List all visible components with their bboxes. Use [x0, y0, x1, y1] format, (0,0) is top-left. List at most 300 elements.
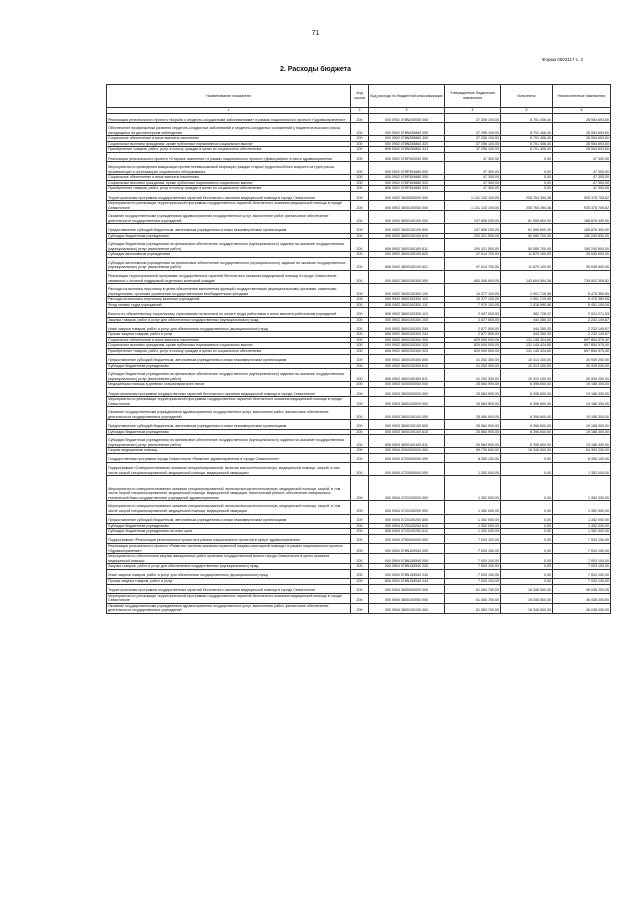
- row-executed: 0,00: [501, 554, 553, 564]
- row-executed: 0,00: [501, 534, 553, 543]
- row-executed: 10 313 100,00: [501, 354, 553, 363]
- row-unexecuted: 54 393 300,00: [553, 448, 611, 454]
- row-classification-code: 000 0902 3600100300 610: [369, 363, 445, 369]
- row-classification-code: 000 0902 078P354680 000: [369, 162, 445, 175]
- row-name: Реализация территориальной программы государственных гарантий бесплатного оказания медицинской помощи в городе Севастополе, связанных с оплатой поддержкой отдельных категорий граждан: [107, 271, 351, 284]
- row-unexecuted: 1 352 000,00: [553, 529, 611, 535]
- row-approved: 2 677 500,00: [445, 317, 501, 323]
- row-unexecuted: 8 475 380,55: [553, 284, 611, 297]
- row-approved: 41 252 300,00: [445, 354, 501, 363]
- row-line-code: 200: [351, 435, 369, 448]
- column-number: 2: [351, 108, 369, 114]
- row-name: Мероприятия по реализации территориальной программы государственных гарантий бесплатного оказания медицинской помощи в городе Севастополе: [107, 201, 351, 211]
- row-unexecuted: 28 554 693,60: [553, 141, 611, 147]
- form-code: Форма 0503117 с. 2: [542, 57, 583, 62]
- row-approved: 47 300,00: [445, 162, 501, 175]
- row-approved: 61 384 700,00: [445, 603, 501, 613]
- row-classification-code: 806 0902 3600100300 323: [369, 349, 445, 355]
- row-classification-code: 000 0904 078N155540 240: [369, 569, 445, 578]
- row-approved: 7 003 100,00: [445, 579, 501, 585]
- row-executed: 0,00: [501, 564, 553, 570]
- row-executed: 61 959 800,00: [501, 224, 553, 233]
- row-approved: 37 256 100,00: [445, 114, 501, 123]
- row-name: Иные закупки товаров, работ и услуг для обеспечения государственных (муниципальных) нужд: [107, 323, 351, 332]
- table-row: [107, 239, 611, 252]
- header-name: Наименование показателя: [107, 85, 351, 108]
- table-row: [107, 435, 611, 448]
- row-name: Территориальная программа государственных гарантий бесплатного оказания медицинской помощи в городе Севастополе: [107, 388, 351, 397]
- row-unexecuted: 46 038 200,00: [553, 593, 611, 603]
- row-executed: 11 879 100,00: [501, 257, 553, 270]
- row-approved: 1 352 000,00: [445, 523, 501, 529]
- row-line-code: 200: [351, 147, 369, 153]
- row-approved: 1 352 000,00: [445, 463, 501, 476]
- row-approved: 7 003 100,00: [445, 554, 501, 564]
- row-unexecuted: 28 554 693,60: [553, 136, 611, 142]
- row-classification-code: 000 0902 078P300000 000: [369, 153, 445, 162]
- table-row: [107, 141, 611, 147]
- row-executed: 6 396 600,00: [501, 388, 553, 397]
- row-classification-code: 000 0902 078P354680 320: [369, 180, 445, 186]
- row-classification-code: 000 0902 3600100000 000: [369, 201, 445, 211]
- row-approved: 8 355 100,00: [445, 453, 501, 462]
- table-row: [107, 584, 611, 593]
- row-name: Прочая закупка товаров, работ и услуг: [107, 579, 351, 585]
- row-line-code: 200: [351, 180, 369, 186]
- row-line-code: 200: [351, 153, 369, 162]
- row-line-code: 200: [351, 271, 369, 284]
- table-row: [107, 463, 611, 476]
- table-row: [107, 114, 611, 123]
- row-line-code: 200: [351, 297, 369, 303]
- row-executed: 1 901 719,45: [501, 284, 553, 297]
- row-line-code: 200: [351, 337, 369, 343]
- row-executed: 15 346 500,00: [501, 584, 553, 593]
- row-unexecuted: 47 300,00: [553, 162, 611, 175]
- table-row: [107, 569, 611, 578]
- row-line-code: 200: [351, 476, 369, 501]
- row-executed: 0,00: [501, 476, 553, 501]
- row-executed: 444 350,33: [501, 317, 553, 323]
- row-name: Предоставление субсидий бюджетным, автономным учреждениям и иным некоммерческим организациям: [107, 224, 351, 233]
- row-unexecuted: 30 939 200,00: [553, 354, 611, 363]
- row-executed: 8 701 406,40: [501, 114, 553, 123]
- row-unexecuted: 8 355 100,00: [553, 453, 611, 462]
- row-name: Взносы по обязательному социальному страхованию на выплаты по оплате труда работников и иные выплаты работникам учреждений: [107, 308, 351, 317]
- column-number: 1: [107, 108, 351, 114]
- row-line-code: 200: [351, 397, 369, 407]
- row-name: Субсидии бюджетным учреждениям: [107, 363, 351, 369]
- row-unexecuted: 697 854 575,40: [553, 349, 611, 355]
- row-unexecuted: 697 854 575,40: [553, 337, 611, 343]
- row-line-code: 200: [351, 211, 369, 224]
- row-executed: 6 396 600,00: [501, 397, 553, 407]
- row-line-code: 200: [351, 239, 369, 252]
- table-row: [107, 369, 611, 382]
- table-row: [107, 603, 611, 613]
- row-classification-code: 000 0904 0720000000 000: [369, 463, 445, 476]
- row-name: Реализация регионального проекта «Старшее поколение» в рамках национального проекта «Демография» в части здравоохранения: [107, 153, 351, 162]
- table-row: [107, 271, 611, 284]
- column-number: 4: [445, 108, 501, 114]
- row-line-code: 200: [351, 407, 369, 420]
- row-classification-code: 000 0903 3600100100 000: [369, 407, 445, 420]
- row-line-code: 200: [351, 141, 369, 147]
- table-row: [107, 354, 611, 363]
- column-number: 5: [501, 108, 553, 114]
- row-unexecuted: 28 554 693,60: [553, 123, 611, 136]
- row-unexecuted: 7 003 100,00: [553, 543, 611, 553]
- row-classification-code: 000 0902 3600100300 320: [369, 343, 445, 349]
- row-line-code: 200: [351, 192, 369, 201]
- table-row: [107, 323, 611, 332]
- row-unexecuted: 7 003 100,00: [553, 569, 611, 578]
- row-approved: 37 256 100,00: [445, 147, 501, 153]
- row-name: Мероприятия по проведению вакцинации против пневмококковой инфекции граждан старше трудоспособного возраста из групп риска, проживающих в организациях социального обслуживания: [107, 162, 351, 175]
- row-line-code: 200: [351, 534, 369, 543]
- row-unexecuted: 35 635 600,00: [553, 257, 611, 270]
- row-approved: 1 352 000,00: [445, 514, 501, 523]
- row-approved: 7 003 100,00: [445, 543, 501, 553]
- row-classification-code: 000 0902 3600100300 200: [369, 317, 445, 323]
- row-approved: 10 377 100,00: [445, 297, 501, 303]
- expenses-table-container: [106, 84, 610, 614]
- row-approved: 69 739 800,00: [445, 448, 501, 454]
- table-row: [107, 162, 611, 175]
- row-classification-code: 000 0902 3600000000 000: [369, 192, 445, 201]
- row-unexecuted: 925 378 705,62: [553, 192, 611, 201]
- row-classification-code: 000 0903 3600100000 000: [369, 397, 445, 407]
- row-executed: 0,00: [501, 180, 553, 186]
- row-classification-code: 000 0904 3600100000 000: [369, 593, 445, 603]
- row-approved: 1 131 143 100,00: [445, 192, 501, 201]
- row-classification-code: 000 0902 3600100300 100: [369, 284, 445, 297]
- table-row: [107, 224, 611, 233]
- row-executed: 0,00: [501, 569, 553, 578]
- row-name: Закупка товаров, работ и услуг для обеспечения государственных (муниципальных) нужд: [107, 317, 351, 323]
- row-classification-code: 000 0904 3600100100 000: [369, 603, 445, 613]
- row-approved: 61 384 700,00: [445, 584, 501, 593]
- row-approved: 829 000 000,00: [445, 337, 501, 343]
- row-approved: 25 584 900,00: [445, 397, 501, 407]
- row-unexecuted: 185 876 400,00: [553, 224, 611, 233]
- row-name: Государственная программа города Севастополя «Развитие здравоохранения в городе Севастополе»: [107, 453, 351, 462]
- row-approved: 7 970 100,00: [445, 302, 501, 308]
- row-line-code: 200: [351, 420, 369, 429]
- row-classification-code: 000 0902 078P354680 300: [369, 175, 445, 181]
- row-unexecuted: 1 352 000,00: [553, 476, 611, 501]
- row-line-code: 200: [351, 603, 369, 613]
- row-name: Субсидии бюджетным учреждениям на иные цели: [107, 529, 351, 535]
- row-executed: 6 396 600,00: [501, 435, 553, 448]
- row-classification-code: 806 0902 3600100300 244: [369, 332, 445, 338]
- row-unexecuted: 30 939 200,00: [553, 369, 611, 382]
- row-executed: 444 350,33: [501, 332, 553, 338]
- row-approved: 47 300,00: [445, 153, 501, 162]
- row-unexecuted: 19 188 300,00: [553, 388, 611, 397]
- row-classification-code: 000 0902 3600100100 600: [369, 224, 445, 233]
- row-name: Подпрограмма «Совершенствование оказания специализированной, включая высокотехнологичную, медицинской помощи, скорой, в том числе скорой специализированной, медицинской помощи, медицинской эвакуации»: [107, 463, 351, 476]
- row-name: Социальные выплаты гражданам, кроме публичных нормативных социальных выплат: [107, 141, 351, 147]
- row-executed: 0,00: [501, 523, 553, 529]
- section-title: 2. Расходы бюджета: [280, 66, 351, 73]
- row-line-code: 200: [351, 233, 369, 239]
- row-unexecuted: 1 352 000,00: [553, 501, 611, 514]
- row-unexecuted: 30 939 200,00: [553, 363, 611, 369]
- row-unexecuted: 46 038 200,00: [553, 584, 611, 593]
- row-unexecuted: 8 475 380,55: [553, 297, 611, 303]
- row-unexecuted: 7 003 100,00: [553, 579, 611, 585]
- row-executed: 0,00: [501, 543, 553, 553]
- row-approved: 61 384 700,00: [445, 593, 501, 603]
- row-executed: 6 396 600,00: [501, 407, 553, 420]
- row-executed: 0,00: [501, 153, 553, 162]
- row-classification-code: 000 0902 078N255860 300: [369, 136, 445, 142]
- row-approved: 7 003 100,00: [445, 564, 501, 570]
- table-row: [107, 211, 611, 224]
- row-approved: 25 584 900,00: [445, 407, 501, 420]
- row-approved: 41 252 300,00: [445, 369, 501, 382]
- row-name: Скорая медицинская помощь: [107, 448, 351, 454]
- row-approved: 47 514 700,00: [445, 257, 501, 270]
- row-name: Мероприятия по обеспечению закупки авиационных работ органами государственной власти города Севастополя в целях оказания медицинской помощи: [107, 554, 351, 564]
- row-line-code: 200: [351, 201, 369, 211]
- table-row: [107, 337, 611, 343]
- row-approved: 1 352 000,00: [445, 501, 501, 514]
- row-executed: 8 701 406,40: [501, 123, 553, 136]
- row-approved: 829 000 000,00: [445, 343, 501, 349]
- row-name: Мероприятия по совершенствованию оказания специализированной, включая высокотехнологичную, медицинской помощи, скорой, в том числе скорой специализированной, медицинской помощи, медицинской эвакуации: [107, 501, 351, 514]
- row-name: Субсидии бюджетным учреждениям: [107, 523, 351, 529]
- table-row: [107, 593, 611, 603]
- row-line-code: 200: [351, 529, 369, 535]
- row-classification-code: 806 0903 3600100100 611: [369, 435, 445, 448]
- row-classification-code: 806 0904 078N155540 244: [369, 579, 445, 585]
- row-executed: 6 396 600,00: [501, 382, 553, 388]
- row-classification-code: 000 0903 3600100100 600: [369, 420, 445, 429]
- table-row: [107, 308, 611, 317]
- table-row: [107, 388, 611, 397]
- row-unexecuted: 35 635 600,00: [553, 252, 611, 258]
- row-approved: 47 300,00: [445, 175, 501, 181]
- row-line-code: 200: [351, 257, 369, 270]
- row-unexecuted: 7 003 100,00: [553, 564, 611, 570]
- column-number: 3: [369, 108, 445, 114]
- table-row: [107, 297, 611, 303]
- row-executed: 0,00: [501, 463, 553, 476]
- row-approved: 2 407 000,00: [445, 308, 501, 317]
- row-classification-code: 806 0904 0720100200 612: [369, 529, 445, 535]
- row-unexecuted: 1 352 000,00: [553, 514, 611, 523]
- row-approved: 25 584 900,00: [445, 420, 501, 429]
- row-unexecuted: 6 451 109,04: [553, 302, 611, 308]
- row-unexecuted: 2 024 271,53: [553, 308, 611, 317]
- row-approved: 25 584 900,00: [445, 382, 501, 388]
- row-classification-code: 000 0904 0720100000 000: [369, 476, 445, 501]
- row-approved: 7 003 100,00: [445, 534, 501, 543]
- row-line-code: 200: [351, 332, 369, 338]
- table-header-row: [107, 85, 611, 108]
- row-unexecuted: 47 300,00: [553, 180, 611, 186]
- row-name: Предоставление субсидий бюджетным, автономным учреждениям и иным некоммерческим организациям: [107, 514, 351, 523]
- row-classification-code: 000 0904 078N100000 000: [369, 543, 445, 553]
- row-line-code: 200: [351, 123, 369, 136]
- row-name: Прочая закупка товаров, работ и услуг: [107, 332, 351, 338]
- page-number: 71: [311, 30, 320, 37]
- row-line-code: 200: [351, 175, 369, 181]
- row-executed: 444 350,33: [501, 323, 553, 332]
- row-executed: 15 346 500,00: [501, 593, 553, 603]
- row-classification-code: 000 0902 3600100300 600: [369, 354, 445, 363]
- row-executed: 0,00: [501, 514, 553, 523]
- row-name: Приобретение товаров, работ, услуг в пользу граждан в целях их социального обеспечения: [107, 349, 351, 355]
- row-unexecuted: 739 502 305,62: [553, 271, 611, 284]
- row-line-code: 200: [351, 308, 369, 317]
- row-unexecuted: 19 188 300,00: [553, 420, 611, 429]
- row-classification-code: 806 0902 3600100300 119: [369, 308, 445, 317]
- row-unexecuted: 19 188 300,00: [553, 407, 611, 420]
- row-classification-code: 000 0902 3600100100 610: [369, 233, 445, 239]
- row-classification-code: 806 0902 078N255860 323: [369, 147, 445, 153]
- row-name: Реализация регионального проекта «Борьба с сердечно-сосудистыми заболеваниями» в рамках национального проекта «Здравоохранение»: [107, 114, 351, 123]
- table-row: [107, 382, 611, 388]
- row-line-code: 200: [351, 284, 369, 297]
- row-executed: 0,00: [501, 175, 553, 181]
- row-name: Оказание государственными учреждениями здравоохранения государственных услуг, выполнение работ, финансовое обеспечение деятельности государственных учреждений: [107, 211, 351, 224]
- table-body: [107, 114, 611, 614]
- row-approved: 25 584 900,00: [445, 388, 501, 397]
- row-unexecuted: 150 240 800,00: [553, 233, 611, 239]
- row-unexecuted: 2 233 149,67: [553, 317, 611, 323]
- row-line-code: 200: [351, 429, 369, 435]
- table-row: [107, 192, 611, 201]
- row-approved: 37 256 100,00: [445, 141, 501, 147]
- table-row: [107, 257, 611, 270]
- row-classification-code: 000 0904 3600000000 000: [369, 584, 445, 593]
- row-unexecuted: 47 300,00: [553, 175, 611, 181]
- row-name: Субсидии бюджетным учреждениям на финансовое обеспечение государственного (муниципального) задания на оказание государственных (муниципальных) услуг (выполнение работ): [107, 435, 351, 448]
- row-name: Подпрограмма «Реализация региональных проектов в рамках национальных проектов в сфере здравоохранения»: [107, 534, 351, 543]
- row-line-code: 200: [351, 369, 369, 382]
- column-number: 6: [553, 108, 611, 114]
- row-approved: 247 836 200,00: [445, 211, 501, 224]
- row-name: Социальные выплаты гражданам, кроме публичных нормативных социальных выплат: [107, 180, 351, 186]
- row-classification-code: 000 0902 3600100300 240: [369, 323, 445, 332]
- row-line-code: 200: [351, 186, 369, 192]
- row-executed: 131 145 424,60: [501, 343, 553, 349]
- row-line-code: 200: [351, 584, 369, 593]
- row-approved: 25 584 900,00: [445, 429, 501, 435]
- row-classification-code: 806 0902 3600100100 621: [369, 257, 445, 270]
- row-executed: 11 879 100,00: [501, 252, 553, 258]
- row-name: Мероприятия по реализации территориальной программы государственных гарантий бесплатного оказания медицинской помощи в городе Севастополе: [107, 593, 351, 603]
- row-classification-code: 000 0904 078N155540 200: [369, 564, 445, 570]
- row-classification-code: 000 0902 3600100300 110: [369, 297, 445, 303]
- row-executed: 15 346 500,00: [501, 603, 553, 613]
- row-executed: 1 518 990,96: [501, 302, 553, 308]
- row-unexecuted: 19 188 300,00: [553, 382, 611, 388]
- row-name: Мероприятия по реализации территориальной программы государственных гарантий бесплатного оказания медицинской помощи в городе Севастополе: [107, 397, 351, 407]
- table-row: [107, 514, 611, 523]
- row-name: Субсидии бюджетным учреждениям на финансовое обеспечение государственного (муниципального) задания на оказание государственных (муниципальных) услуг (выполнение работ): [107, 369, 351, 382]
- row-name: Субсидии бюджетным учреждениям: [107, 429, 351, 435]
- row-unexecuted: 47 300,00: [553, 153, 611, 162]
- row-name: Социальное обеспечение и иные выплаты населению: [107, 136, 351, 142]
- row-line-code: 200: [351, 343, 369, 349]
- row-executed: 382 728,47: [501, 308, 553, 317]
- row-line-code: 200: [351, 224, 369, 233]
- row-line-code: 200: [351, 349, 369, 355]
- table-row: [107, 420, 611, 429]
- table-row: [107, 317, 611, 323]
- row-unexecuted: 28 554 693,60: [553, 114, 611, 123]
- row-line-code: 200: [351, 448, 369, 454]
- row-classification-code: 000 0904 0000000000 000: [369, 448, 445, 454]
- row-approved: 200 321 500,00: [445, 233, 501, 239]
- row-name: Предоставление субсидий бюджетным, автономным учреждениям и иным некоммерческим организациям: [107, 420, 351, 429]
- row-name: Фонд оплаты труда учреждений: [107, 302, 351, 308]
- row-approved: 37 256 100,00: [445, 123, 501, 136]
- row-classification-code: 000 0902 078N200000 000: [369, 114, 445, 123]
- row-approved: 7 003 100,00: [445, 569, 501, 578]
- row-classification-code: 000 0904 0720100200 610: [369, 523, 445, 529]
- row-classification-code: 000 0904 0720100200 000: [369, 501, 445, 514]
- row-executed: 143 804 594,38: [501, 271, 553, 284]
- row-name: Социальное обеспечение и иные выплаты населению: [107, 337, 351, 343]
- table-row: [107, 153, 611, 162]
- row-classification-code: 000 0903 0000000000 000: [369, 382, 445, 388]
- row-unexecuted: 7 003 100,00: [553, 554, 611, 564]
- row-line-code: 200: [351, 564, 369, 570]
- row-approved: 1 352 000,00: [445, 529, 501, 535]
- row-line-code: 200: [351, 579, 369, 585]
- row-executed: 15 346 500,00: [501, 448, 553, 454]
- row-executed: 205 764 394,38: [501, 201, 553, 211]
- row-line-code: 200: [351, 388, 369, 397]
- row-name: Территориальная программа государственных гарантий бесплатного оказания медицинской помощи в городе Севастополе: [107, 584, 351, 593]
- row-line-code: 200: [351, 162, 369, 175]
- row-unexecuted: 47 300,00: [553, 186, 611, 192]
- row-executed: 8 701 406,40: [501, 136, 553, 142]
- row-approved: 1 352 000,00: [445, 476, 501, 501]
- row-executed: 6 396 600,00: [501, 420, 553, 429]
- row-line-code: 200: [351, 501, 369, 514]
- row-line-code: 200: [351, 514, 369, 523]
- row-line-code: 200: [351, 523, 369, 529]
- row-unexecuted: 925 378 705,62: [553, 201, 611, 211]
- row-executed: 6 396 600,00: [501, 429, 553, 435]
- row-executed: 10 313 100,00: [501, 369, 553, 382]
- row-approved: 829 000 000,00: [445, 349, 501, 355]
- row-executed: 8 701 406,40: [501, 141, 553, 147]
- table-row: [107, 554, 611, 564]
- row-name: Субсидии бюджетным учреждениям на финансовое обеспечение государственного (муниципального) задания на оказание государственных (муниципальных) услуг (выполнение работ): [107, 239, 351, 252]
- row-classification-code: 000 0902 3600100300 300: [369, 337, 445, 343]
- row-name: Закупка товаров, работ и услуг для обеспечения государственных (муниципальных) нужд: [107, 564, 351, 570]
- table-row: [107, 453, 611, 462]
- row-approved: 47 514 700,00: [445, 252, 501, 258]
- row-executed: 205 764 394,38: [501, 192, 553, 201]
- table-row: [107, 123, 611, 136]
- row-classification-code: 806 0902 3600100300 111: [369, 302, 445, 308]
- row-unexecuted: 1 352 000,00: [553, 463, 611, 476]
- row-executed: 50 080 700,00: [501, 233, 553, 239]
- row-classification-code: 000 0903 3600000000 000: [369, 388, 445, 397]
- table-row: [107, 476, 611, 501]
- row-approved: 41 252 300,00: [445, 363, 501, 369]
- row-line-code: 200: [351, 354, 369, 363]
- row-approved: 25 584 900,00: [445, 435, 501, 448]
